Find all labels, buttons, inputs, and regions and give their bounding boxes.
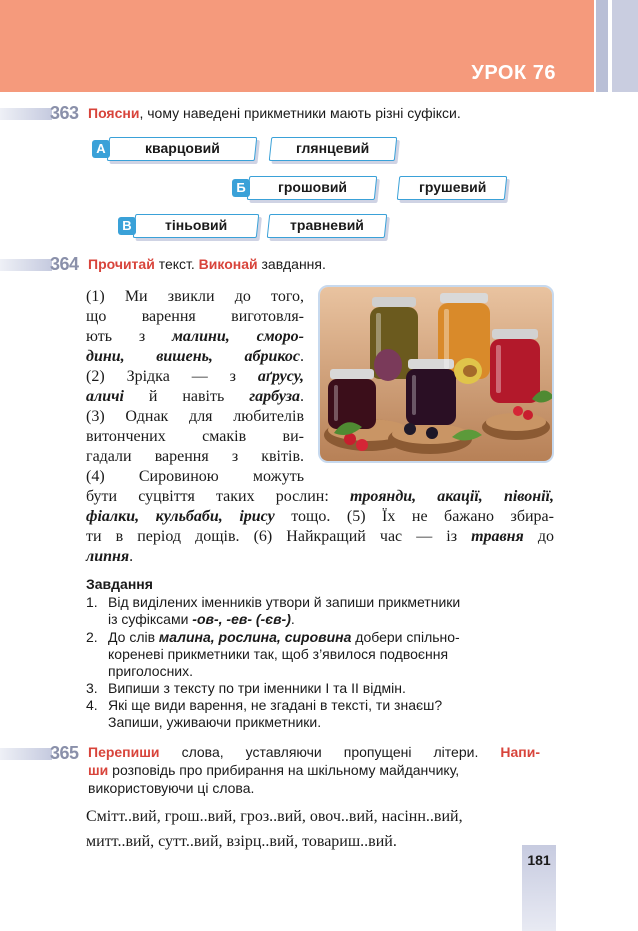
- text-run: До слів: [108, 629, 159, 645]
- passage-line: [86, 387, 304, 407]
- passage-line: [86, 327, 304, 347]
- words-line: Смітт..вий, грош..вий, гроз..вий, овоч..вий, насінн..вий,: [86, 808, 463, 825]
- task-line: [86, 611, 536, 628]
- instruction-text: використовуючи ці слова.: [88, 780, 255, 796]
- text-run: гадали варення з квітів.: [86, 448, 304, 465]
- task-line: [86, 663, 536, 680]
- word-card: грошовий: [247, 176, 378, 200]
- word-card: глянцевий: [269, 137, 398, 161]
- text-run: кореневі прикметники так, щоб з’явилося подвоєння: [108, 646, 449, 662]
- word-card: тіньовий: [133, 214, 260, 238]
- task-item: [86, 629, 536, 680]
- highlighted-word: травня: [471, 528, 524, 545]
- task-line: [86, 646, 536, 663]
- task-line: [86, 697, 536, 714]
- jam-jars-photo: [318, 285, 554, 463]
- text-run: добери спільно-: [351, 629, 460, 645]
- task-item: [86, 697, 536, 731]
- highlighted-word: троянди, акації, півонії,: [349, 488, 554, 505]
- reading-passage: [86, 287, 304, 487]
- instruction-verb: Перепиши: [88, 744, 160, 760]
- instruction-text: розповідь про прибирання на шкільному майданчику,: [108, 762, 460, 778]
- instruction-text: завдання.: [257, 256, 326, 272]
- passage-line: [86, 367, 304, 387]
- text-run: (1) Ми звикли до того,: [86, 288, 304, 305]
- text-run: до: [523, 528, 554, 545]
- instruction-verb: Напи-: [500, 744, 540, 760]
- passage-line: [86, 527, 554, 547]
- word-card: грушевий: [397, 176, 508, 200]
- exercise-instruction: [88, 255, 538, 273]
- reading-passage-continued: [86, 487, 554, 567]
- exercise-marker: [0, 259, 52, 271]
- exercise-instruction: [88, 743, 540, 797]
- tasks-heading: Завдання: [86, 576, 153, 592]
- lesson-title: УРОК 76: [471, 62, 556, 84]
- text-run: (4) Сировиною можуть: [86, 468, 304, 485]
- instruction-text: слова, уставляючи пропущені літери.: [159, 744, 501, 760]
- text-run: .: [290, 611, 295, 627]
- word-group-b: [232, 176, 506, 200]
- exercise-instruction: [88, 104, 538, 122]
- text-run: .: [129, 548, 134, 565]
- lesson-header-band: [0, 0, 594, 92]
- instruction-text: , чому наведені прикметники мають різні суфікси.: [139, 105, 461, 121]
- word-group-c: [118, 214, 386, 238]
- passage-line: [86, 467, 304, 487]
- instruction-verb: ши: [88, 762, 109, 778]
- passage-line: [86, 547, 554, 567]
- text-run: .: [300, 388, 304, 405]
- highlighted-word: аличі: [86, 388, 124, 405]
- task-line: [86, 680, 536, 697]
- task-number: 3.: [86, 680, 98, 696]
- exercise-marker: [0, 108, 52, 120]
- passage-line: [86, 307, 304, 327]
- group-letter: В: [118, 217, 136, 235]
- task-line: [86, 594, 536, 611]
- highlighted-word: дини, вишень, абрикос: [86, 348, 300, 365]
- text-run: Які ще види варення, не згадані в тексті, ти знаєш?: [108, 697, 443, 713]
- text-run: Запиши, уживаючи прикметники.: [108, 714, 322, 730]
- highlighted-word: малина, рослина, сировина: [158, 629, 352, 645]
- highlighted-word: гарбуза: [249, 388, 300, 405]
- passage-line: [86, 507, 554, 527]
- task-number: 1.: [86, 594, 98, 610]
- task-line: [86, 629, 536, 646]
- highlighted-word: фіалки, кульбаби, ірису: [86, 508, 275, 525]
- instruction-text: текст.: [154, 256, 199, 272]
- page-number: 181: [527, 852, 551, 868]
- highlighted-word: аґрусу,: [257, 368, 304, 385]
- group-letter: Б: [232, 179, 250, 197]
- task-number: 4.: [86, 697, 98, 713]
- instruction-verb: Прочитай: [88, 256, 155, 272]
- text-run: .: [300, 348, 304, 365]
- decorative-side-bar: [596, 0, 608, 92]
- text-run: Від виділених іменників утвори й запиши прикметники: [108, 594, 461, 610]
- instruction-verb: Виконай: [198, 256, 258, 272]
- text-run: Випиши з тексту по три іменники І та ІІ відмін.: [108, 680, 406, 696]
- task-item: [86, 594, 536, 628]
- passage-line: [86, 447, 304, 467]
- word-card: кварцовий: [107, 137, 258, 161]
- text-run: ти в період дощів. (6) Найкращий час — із: [86, 528, 472, 545]
- decorative-side-bar: [612, 0, 638, 92]
- exercise-number: 363: [50, 103, 79, 123]
- passage-line: [86, 347, 304, 367]
- word-card: травневий: [267, 214, 388, 238]
- exercise-marker: [0, 748, 52, 760]
- highlighted-word: -ов-, -ев- (-єв-): [192, 611, 291, 627]
- instruction-verb: Поясни: [88, 105, 140, 121]
- text-run: й навіть: [123, 388, 250, 405]
- group-letter: А: [92, 140, 110, 158]
- passage-line: [86, 407, 304, 427]
- words-to-copy: [86, 804, 556, 854]
- text-run: приголосних.: [108, 663, 194, 679]
- text-run: (3) Однак для любителів: [86, 408, 304, 425]
- words-line: митт..вий, сутт..вий, взірц..вий, товариш..вий.: [86, 833, 397, 850]
- passage-line: [86, 487, 554, 507]
- task-number: 2.: [86, 629, 98, 645]
- highlighted-word: липня: [86, 548, 130, 565]
- passage-line: [86, 287, 304, 307]
- highlighted-word: малини, сморо-: [171, 328, 304, 345]
- exercise-number: 365: [50, 743, 79, 763]
- text-run: витончених смаків ви-: [86, 428, 304, 445]
- text-run: тощо. (5) Їх не бажано збира-: [274, 508, 554, 525]
- text-run: бути суцвіття таких рослин:: [86, 488, 350, 505]
- text-run: ють з: [86, 328, 172, 345]
- word-group-a: [92, 137, 396, 161]
- text-run: із суфіксами: [108, 611, 193, 627]
- text-run: (2) Зрідка — з: [86, 368, 258, 385]
- exercise-number: 364: [50, 254, 79, 274]
- task-item: [86, 680, 536, 697]
- task-line: [86, 714, 536, 731]
- text-run: що варення виготовля-: [86, 308, 304, 325]
- passage-line: [86, 427, 304, 447]
